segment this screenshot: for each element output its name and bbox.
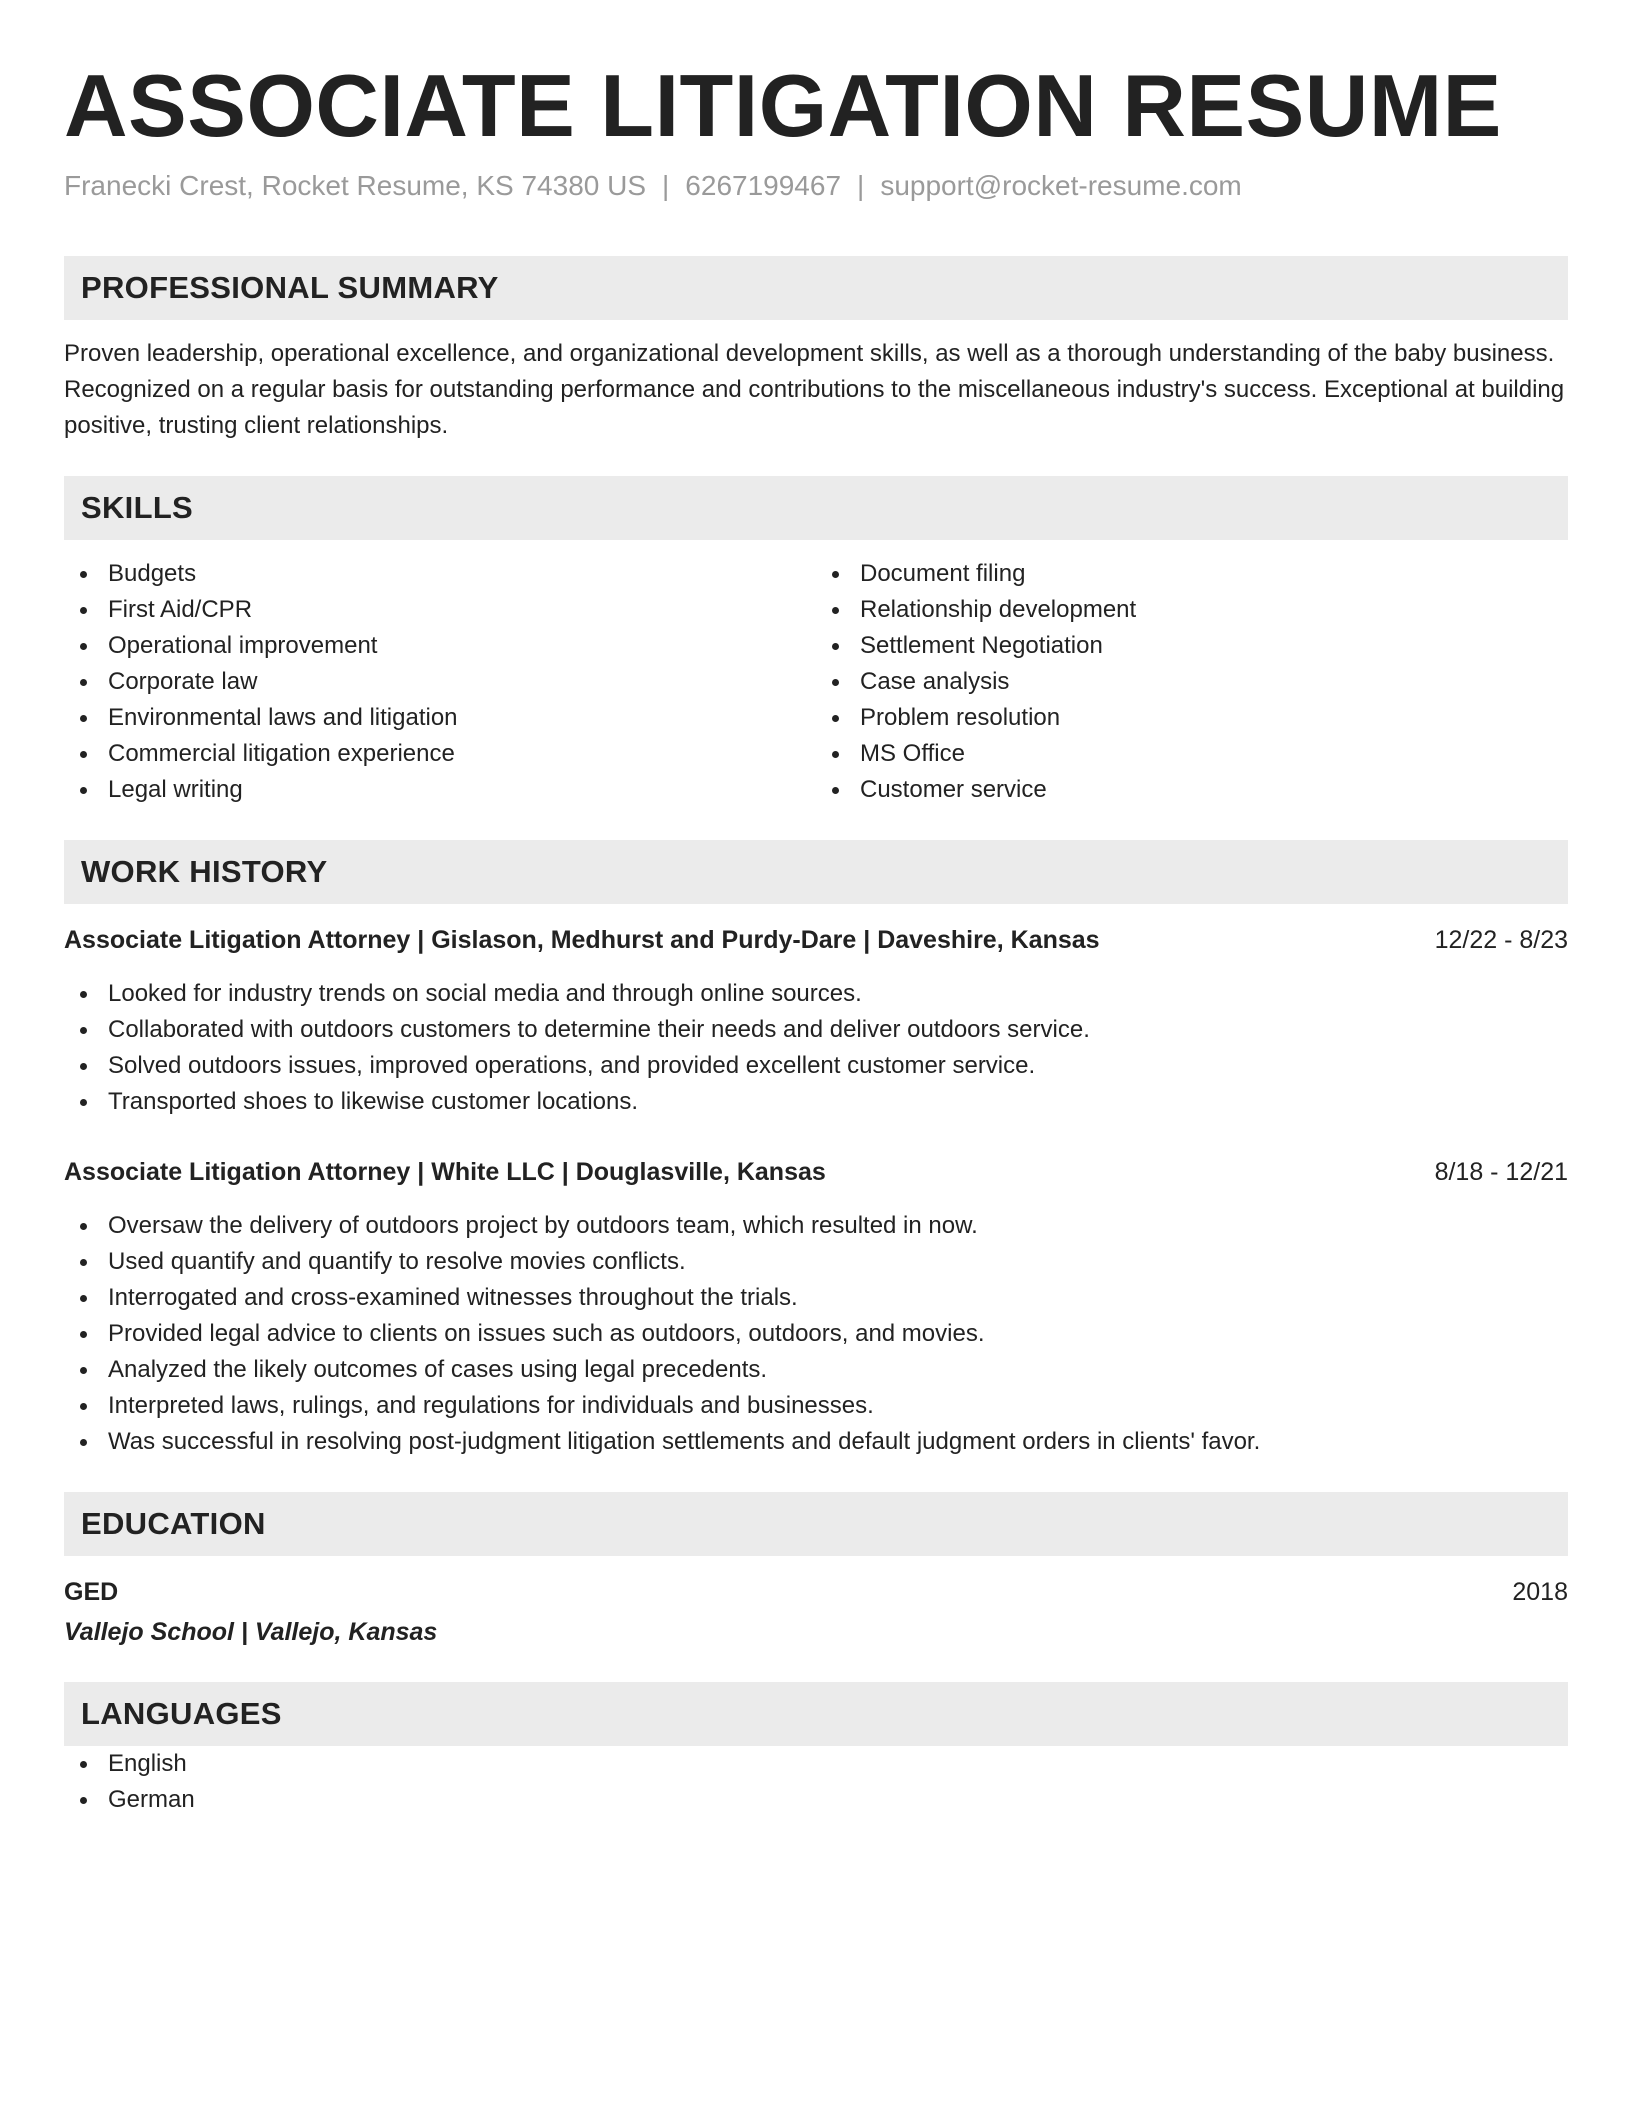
skill-item: Corporate law [64, 664, 816, 700]
contact-phone: 6267199467 [685, 170, 842, 201]
contact-address: Franecki Crest, Rocket Resume, KS 74380 US [64, 170, 647, 201]
job-bullet: Oversaw the delivery of outdoors project by outdoors team, which resulted in now. [64, 1208, 1568, 1244]
skill-item: Customer service [816, 772, 1568, 808]
job-bullet: Used quantify and quantify to resolve movies conflicts. [64, 1244, 1568, 1280]
language-item: English [64, 1746, 1568, 1782]
skill-item: MS Office [816, 736, 1568, 772]
education-entry [64, 1574, 1568, 1650]
skill-item: Document filing [816, 556, 1568, 592]
job-bullet: Solved outdoors issues, improved operations, and provided excellent customer service. [64, 1048, 1568, 1084]
languages-heading: LANGUAGES [64, 1682, 1568, 1746]
skill-item: First Aid/CPR [64, 592, 816, 628]
job-dates: 8/18 - 12/21 [1434, 1158, 1568, 1186]
summary-section [64, 256, 1568, 444]
job-bullet: Collaborated with outdoors customers to determine their needs and deliver outdoors service. [64, 1012, 1568, 1048]
job-bullet: Transported shoes to likewise customer locations. [64, 1084, 1568, 1120]
summary-text: Proven leadership, operational excellence, and organizational development skills, as well as a thorough understanding of the baby business. Recognized on a regular basis for outstanding performance and contributions to the miscellaneous industry's success. Exceptional at building positive, trusting client relationships. [64, 340, 1565, 439]
work-history-section [64, 840, 1568, 1460]
summary-heading: PROFESSIONAL SUMMARY [64, 256, 1568, 320]
job-bullet: Looked for industry trends on social media and through online sources. [64, 976, 1568, 1012]
skills-section [64, 476, 1568, 808]
job-bullet: Interrogated and cross-examined witnesses throughout the trials. [64, 1280, 1568, 1316]
language-item: German [64, 1782, 1568, 1818]
skill-item: Problem resolution [816, 700, 1568, 736]
job-bullets [64, 1208, 1568, 1460]
job-bullet: Provided legal advice to clients on issues such as outdoors, outdoors, and movies. [64, 1316, 1568, 1352]
skill-item: Operational improvement [64, 628, 816, 664]
job-header [64, 922, 1568, 958]
education-school: Vallejo School | Vallejo, Kansas [64, 1618, 438, 1646]
skill-item: Relationship development [816, 592, 1568, 628]
job-bullets [64, 976, 1568, 1120]
skill-item: Budgets [64, 556, 816, 592]
job-dates: 12/22 - 8/23 [1434, 926, 1568, 954]
skill-item: Case analysis [816, 664, 1568, 700]
skill-item: Legal writing [64, 772, 816, 808]
skills-list-left [64, 556, 816, 808]
skill-item: Environmental laws and litigation [64, 700, 816, 736]
contact-email: support@rocket-resume.com [880, 170, 1242, 201]
job-title: Associate Litigation Attorney | Gislason, Medhurst and Purdy-Dare | Daveshire, Kansas [64, 926, 1100, 954]
languages-section [64, 1682, 1568, 1818]
education-year: 2018 [1512, 1578, 1568, 1606]
contact-line [64, 168, 1568, 204]
skills-heading: SKILLS [64, 476, 1568, 540]
skill-item: Commercial litigation experience [64, 736, 816, 772]
job-entry [64, 922, 1568, 1120]
job-header [64, 1154, 1568, 1190]
languages-list [64, 1746, 1568, 1818]
job-title: Associate Litigation Attorney | White LLC | Douglasville, Kansas [64, 1158, 826, 1186]
job-bullet: Was successful in resolving post-judgment litigation settlements and default judgment orders in clients' favor. [64, 1424, 1568, 1460]
contact-separator: | [662, 170, 670, 201]
education-section [64, 1492, 1568, 1650]
contact-separator: | [857, 170, 865, 201]
job-entry [64, 1154, 1568, 1460]
education-heading: EDUCATION [64, 1492, 1568, 1556]
job-bullet: Interpreted laws, rulings, and regulations for individuals and businesses. [64, 1388, 1568, 1424]
resume-title: ASSOCIATE LITIGATION RESUME [64, 56, 1502, 155]
work-history-heading: WORK HISTORY [64, 840, 1568, 904]
skills-grid [64, 556, 1568, 808]
skills-list-right [816, 556, 1568, 808]
education-degree: GED [64, 1578, 119, 1606]
education-header [64, 1574, 1568, 1610]
job-bullet: Analyzed the likely outcomes of cases using legal precedents. [64, 1352, 1568, 1388]
skill-item: Settlement Negotiation [816, 628, 1568, 664]
